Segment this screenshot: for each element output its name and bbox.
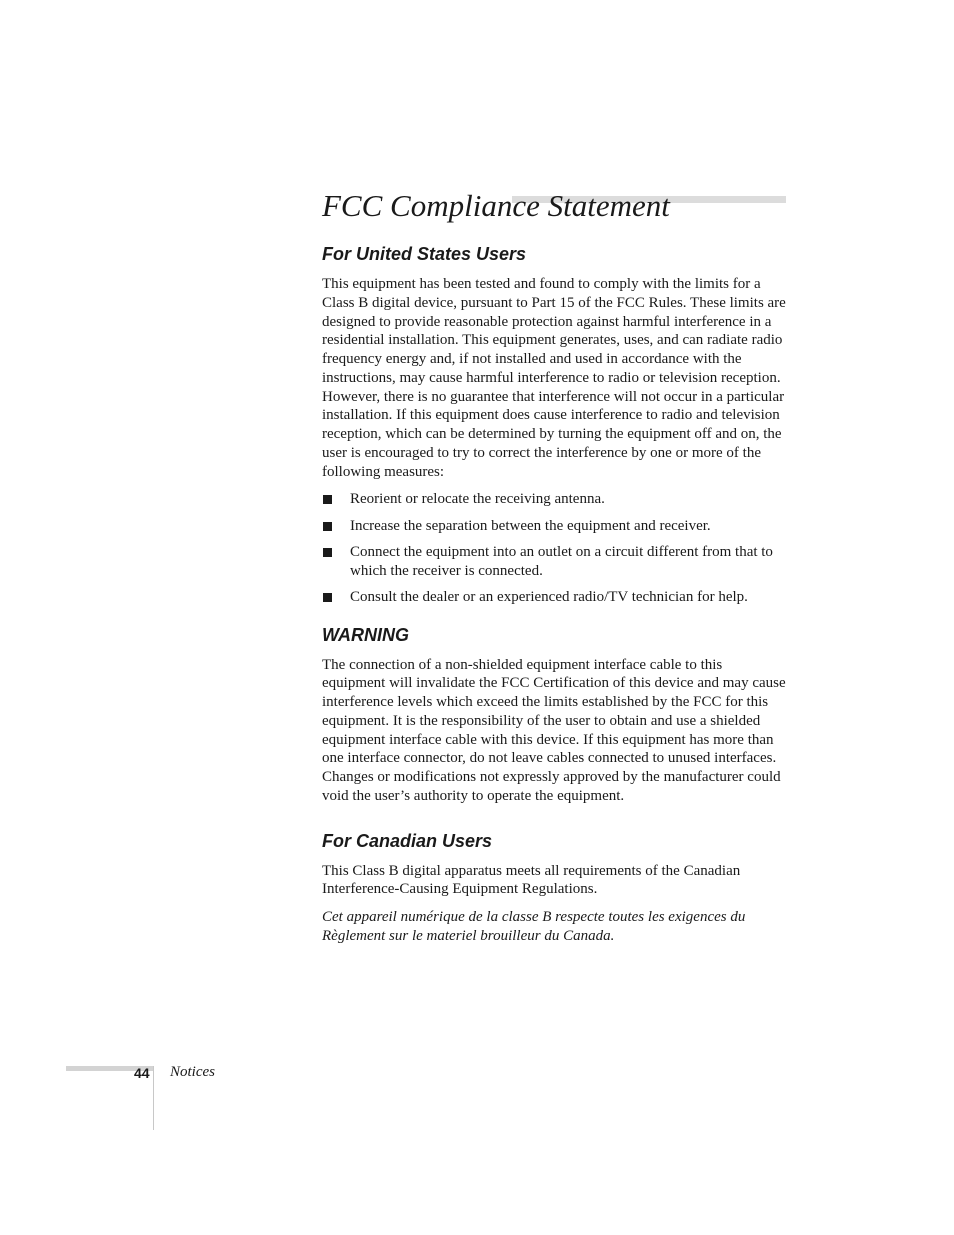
square-bullet-icon [323, 522, 332, 531]
main-content [322, 242, 786, 946]
footer-divider [153, 1066, 154, 1130]
list-item [322, 543, 786, 581]
warning-paragraph: The connection of a non-shielded equipment interface cable to this equipment will invalidate the FCC Certification of this device and may cause interference levels which exceed the limits established by the FCC for this equipment. It is the responsibility of the user to obtain and use a shielded equipment interface cable with this device. If this equipment has more than one interface connector, do not leave cables connected to unused interfaces. Changes or modifications not expressly approved by the manufacturer could void the user’s authority to operate the equipment. [322, 656, 786, 804]
us-users-paragraph: This equipment has been tested and found to comply with the limits for a Class B digital device, pursuant to Part 15 of the FCC Rules. These limits are designed to provide reasonable protection against harmful interference in a residential installation. This equipment generates, uses, and can radiate radio frequency energy and, if not installed and used in accordance with the instructions, may cause harmful interference to radio or television reception. However, there is no guarantee that interference will not occur in a particular installation. If this equipment does cause interference to radio and television reception, which can be determined by turning the equipment off and on, the user is encouraged to try to correct the interference by one or more of the following measures: [322, 276, 786, 480]
us-users-heading: For United States Users [322, 244, 527, 264]
page-number: 44 [134, 1065, 150, 1081]
page-title: FCC Compliance Statement [322, 188, 670, 223]
list-item-text: Increase the separation between the equipment and receiver. [350, 517, 711, 534]
list-item [322, 588, 786, 607]
square-bullet-icon [323, 548, 332, 557]
measures-list [322, 490, 786, 606]
list-item-text: Connect the equipment into an outlet on a circuit different from that to which the receiver is connected. [350, 543, 773, 579]
canadian-users-french-paragraph: Cet appareil numérique de la classe B respecte toutes les exigences du Règlement sur le materiel brouilleur du Canada. [322, 909, 746, 944]
canadian-users-heading: For Canadian Users [322, 830, 493, 851]
square-bullet-icon [323, 495, 332, 504]
footer-section-name: Notices [170, 1064, 215, 1080]
warning-heading: WARNING [322, 624, 409, 645]
list-item [322, 517, 786, 536]
canadian-users-paragraph: This Class B digital apparatus meets all requirements of the Canadian Interference-Causing Equipment Regulations. [322, 862, 741, 898]
square-bullet-icon [323, 593, 332, 602]
list-item-text: Consult the dealer or an experienced radio/TV technician for help. [350, 588, 748, 605]
list-item [322, 490, 786, 509]
list-item-text: Reorient or relocate the receiving antenna. [350, 491, 605, 508]
